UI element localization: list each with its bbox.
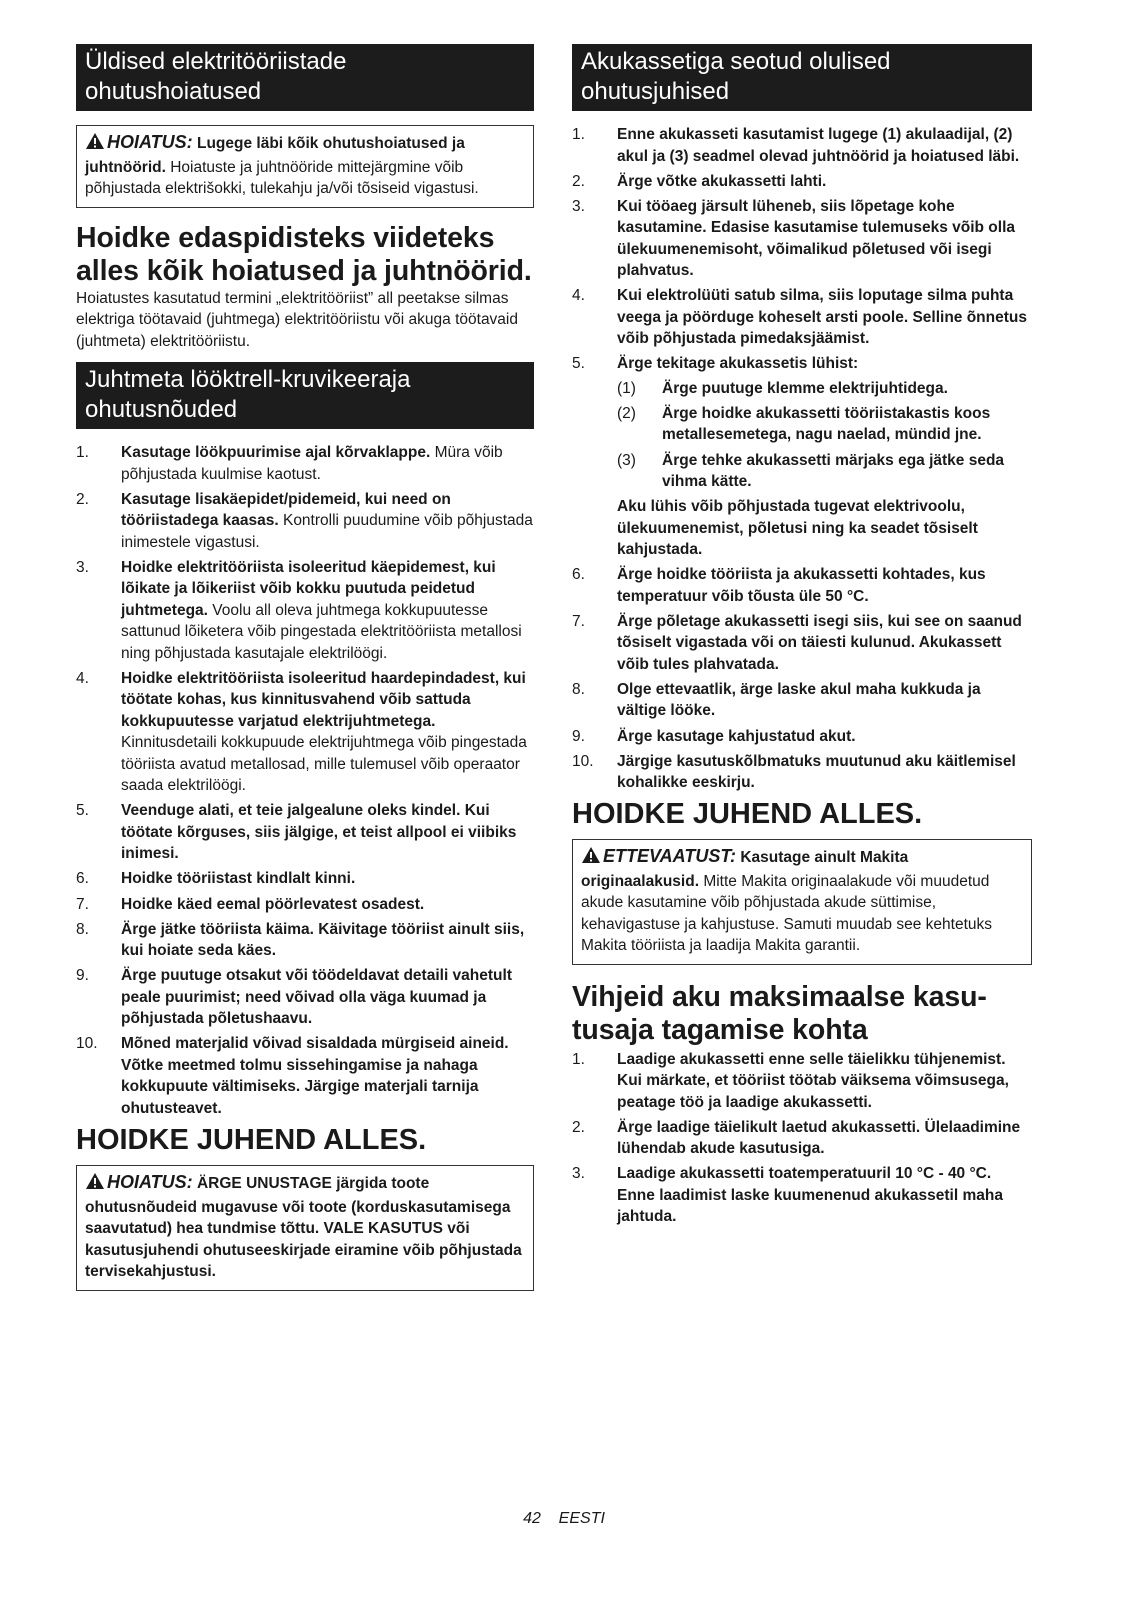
list-bold: Mõned materjalid võivad sisaldada mürgiseid aineid. Võtke meetmed tolmu sissehingamise ja nahaga kokkupuute vältimiseks. Järgige materjali tarnija ohutusteavet. xyxy=(121,1035,509,1117)
sublist-bold: Ärge hoidke akukassetti tööriistakastis koos metallesemetega, nagu naelad, mündid jne. xyxy=(662,404,991,444)
list-number: 5. xyxy=(572,355,585,373)
list-number: 1. xyxy=(572,1050,585,1068)
list-item xyxy=(572,285,1032,350)
list-number: 6. xyxy=(76,870,89,888)
list-number: 6. xyxy=(572,566,585,584)
list-item xyxy=(76,1033,534,1119)
list-item xyxy=(572,124,1032,167)
warning-box-general xyxy=(76,125,534,208)
sublist-item xyxy=(617,450,1032,493)
list-bold: Ärge võtke akukassetti lahti. xyxy=(617,172,827,190)
section-header-general-safety: Üldised elektritööriistade ohutushoiatused xyxy=(76,44,534,111)
battery-tips-list xyxy=(572,1049,1032,1228)
warning-bold-text: Lugege läbi kõik ohutushoiatused ja juhtnöörid. xyxy=(85,135,465,176)
list-number: 8. xyxy=(76,920,89,938)
sublist-number: (3) xyxy=(617,451,636,469)
page-footer xyxy=(0,1510,1128,1528)
list-number: 9. xyxy=(76,967,89,985)
warning-triangle-icon xyxy=(85,132,105,157)
caution-box-original-batteries xyxy=(572,839,1032,965)
warning-bold-text: ÄRGE UNUSTAGE järgida toote ohutusnõudeid mugavuse või toote (korduskasutamisega saavutatud) hea tundmise tõttu. VALE KASUTUS või kasutusjuhendi ohutuseeskirjade eiramine võib põhjustada tervisekahjustusi. xyxy=(85,1175,522,1281)
list-number: 9. xyxy=(572,727,585,745)
heading-keep-warnings: Hoidke edaspidisteks viideteks alles kõik hoiatused ja juhtnöörid. xyxy=(76,221,532,287)
list-text: Voolu all oleva juhtmega kokkupuutesse sattunud lõiketera võib pingestada elektritööriista metallosi ning põhjustada kasutajale elektrilöögi. xyxy=(121,601,522,662)
short-circuit-note: Aku lühis võib põhjustada tugevat elektrivoolu, ülekuumenemist, põletusi ning ka seadet tõsiselt kahjustada. xyxy=(617,498,978,559)
list-text: Müra võib põhjustada kuulmise kaotust. xyxy=(121,444,503,483)
list-bold: Ärge kasutage kahjustatud akut. xyxy=(617,727,856,745)
heading-battery-tips: Vihjeid aku maksimaalse kasutusaja tagamise kohta xyxy=(572,980,987,1046)
list-item xyxy=(76,894,534,916)
short-circuit-sublist xyxy=(617,378,1032,493)
list-bold: Hoidke käed eemal pöörlevatest osadest. xyxy=(121,895,425,913)
list-bold: Laadige akukassetti toatemperatuuril 10 °C - 40 °C. Enne laadimist laske kuumenenud akukassetil maha jahtuda. xyxy=(617,1165,1003,1226)
list-number: 7. xyxy=(572,612,585,630)
list-item xyxy=(572,564,1032,607)
list-item xyxy=(572,1163,1032,1228)
section-header-battery-safety: Akukassetiga seotud olulised ohutusjuhised xyxy=(572,44,1032,111)
section-header-drill-safety: Juhtmeta lööktrell-kruvikeeraja ohutusnõuded xyxy=(76,362,534,429)
list-bold: Ärge jätke tööriista käima. Käivitage tööriist ainult siis, kui hoiate seda käes. xyxy=(121,920,525,960)
list-bold: Kasutage löökpuurimise ajal kõrvaklappe. xyxy=(121,444,431,461)
list-bold: Ärge puutuge otsakut või töödeldavat detaili vahetult peale puurimist; need võivad olla väga kuumad ja põhjustada põletushaavu. xyxy=(121,967,512,1028)
list-item xyxy=(572,1049,1032,1114)
list-item xyxy=(76,489,534,554)
list-bold: Veenduge alati, et teie jalgealune oleks kindel. Kui töötate kõrguses, siis jälgige, et teist allpool ei viibiks inimesi. xyxy=(121,802,517,863)
list-number: 5. xyxy=(76,802,89,820)
list-bold: Ärge laadige täielikult laetud akukassetti. Ülelaadimine lühendab akude kasutusiga. xyxy=(617,1118,1021,1158)
list-item xyxy=(572,611,1032,676)
list-number: 3. xyxy=(572,1165,585,1183)
list-item xyxy=(572,726,1032,748)
list-number: 8. xyxy=(572,680,585,698)
page-number: 42 xyxy=(523,1510,541,1527)
sublist-item xyxy=(617,403,1032,446)
list-item xyxy=(572,751,1032,794)
list-bold: Kui elektrolüüti satub silma, siis loputage silma puhta veega ja pöörduge koheselt arsti poole. Selline õnnetus võib põhjustada pimedaksjäämist. xyxy=(617,287,1027,348)
caution-text: Mitte Makita originaalakude või muudetud akude kasutamine võib põhjustada akude süttimise, kehavigastuse ja kahjustuse. Samuti muudab see kehtetuks Makita tööriista ja laadija Makita garantii. xyxy=(581,872,992,955)
warning-keyword: HOIATUS: xyxy=(107,1172,193,1193)
list-bold: Ärge põletage akukassetti isegi siis, kui see on saanud tõsiselt vigastada või on täiesti kulunud. Akukassett võib tules plahvatada. xyxy=(617,612,1022,673)
list-bold: Hoidke elektritööriista isoleeritud haardepindadest, kui töötate kohas, kus kinnitusvahend võib sattuda kokkupuutesse varjatud elektrijuhtmetega. xyxy=(121,669,526,730)
list-bold: Kasutage lisakäepidet/pidemeid, kui need on tööriistadega kaasas. xyxy=(121,490,451,530)
list-number: 4. xyxy=(76,669,89,687)
battery-safety-list xyxy=(572,124,1032,794)
list-item xyxy=(572,171,1032,193)
list-item xyxy=(572,353,1032,560)
warning-text: Hoiatuste ja juhtnööride mittejärgmine võib põhjustada elektrišokki, tulekahju ja/või tõsiseid vigastusi. xyxy=(85,158,479,197)
list-text: Kontrolli puudumine võib põhjustada inimestele vigastusi. xyxy=(121,512,533,551)
caution-keyword: ETTEVAATUST: xyxy=(603,846,736,867)
sublist-bold: Ärge tehke akukassetti märjaks ega jätke seda vihma kätte. xyxy=(662,451,1005,491)
list-number: 4. xyxy=(572,287,585,305)
list-item xyxy=(572,196,1032,282)
drill-safety-list xyxy=(76,442,534,1119)
list-item xyxy=(572,1117,1032,1160)
list-item xyxy=(572,679,1032,722)
language-label: EESTI xyxy=(558,1510,605,1527)
sublist-number: (1) xyxy=(617,379,636,397)
list-bold: Hoidke elektritööriista isoleeritud käepidemest, kui lõikate ja lõikeriist võib kokku puutuda peidetud juhtmetega. xyxy=(121,558,496,619)
warning-triangle-icon xyxy=(581,846,601,871)
list-item xyxy=(76,442,534,485)
list-bold: Enne akukasseti kasutamist lugege (1) akulaadijal, (2) akul ja (3) seadmel olevad juhtnöörid ja hoiatused läbi. xyxy=(617,126,1020,165)
list-item xyxy=(76,668,534,797)
list-bold: Hoidke tööriistast kindlalt kinni. xyxy=(121,870,356,888)
list-number: 1. xyxy=(76,444,89,461)
sublist-item xyxy=(617,378,1032,400)
caution-bold-text: Kasutage ainult Makita originaalakusid. xyxy=(581,849,909,890)
list-number: 1. xyxy=(572,126,585,143)
list-bold: Ärge tekitage akukassetis lühist: xyxy=(617,355,859,373)
list-number: 3. xyxy=(76,558,89,576)
list-item xyxy=(76,919,534,962)
list-number: 2. xyxy=(572,1118,585,1136)
sublist-number: (2) xyxy=(617,404,636,422)
list-bold: Kui tööaeg järsult lüheneb, siis lõpetage kohe kasutamine. Edasise kasutamise tulemuseks võib olla ülekuumenemisoht, võimalikud põletused või isegi plahvatus. xyxy=(617,197,1016,280)
list-bold: Laadige akukassetti enne selle täielikku tühjenemist. Kui märkate, et tööriist töötab väiksema võimsusega, peatage töö ja laadige akukassetti. xyxy=(617,1050,1009,1111)
warning-keyword: HOIATUS: xyxy=(107,132,193,152)
list-item xyxy=(76,557,534,665)
sublist-bold: Ärge puutuge klemme elektrijuhtidega. xyxy=(662,379,948,397)
right-column xyxy=(572,44,1032,1232)
list-number: 2. xyxy=(572,172,585,190)
intro-paragraph: Hoiatustes kasutatud termini „elektritööriist” all peetakse silmas elektriga töötavaid (juhtmega) elektritööriistu või akuga töötavaid (juhtmeta) elektritööriistu. xyxy=(76,289,518,350)
list-item xyxy=(76,868,534,890)
list-text: Kinnitusdetaili kokkupuude elektrijuhtmega võib pingestada tööriista avatud metallosad, mille tulemusel võib operaator saada elektrilöögi. xyxy=(121,734,527,795)
list-number: 3. xyxy=(572,197,585,215)
warning-triangle-icon xyxy=(85,1172,105,1197)
warning-box-complacency xyxy=(76,1165,534,1291)
list-bold: Järgige kasutuskõlbmatuks muutunud aku käitlemisel kohalikke eeskirju. xyxy=(617,752,1016,792)
list-number: 7. xyxy=(76,895,89,913)
list-number: 2. xyxy=(76,490,89,508)
list-item xyxy=(76,800,534,865)
list-bold: Ärge hoidke tööriista ja akukassetti kohtades, kus temperatuur võib tõusta üle 50 °C. xyxy=(617,566,986,605)
list-bold: Olge ettevaatlik, ärge laske akul maha kukkuda ja vältige lööke. xyxy=(617,680,981,720)
heading-keep-manual-2: HOIDKE JUHEND ALLES. xyxy=(572,798,923,831)
list-item xyxy=(76,965,534,1030)
list-number: 10. xyxy=(572,752,594,770)
heading-keep-manual: HOIDKE JUHEND ALLES. xyxy=(76,1124,427,1157)
left-column xyxy=(76,44,534,1291)
list-number: 10. xyxy=(76,1035,98,1053)
